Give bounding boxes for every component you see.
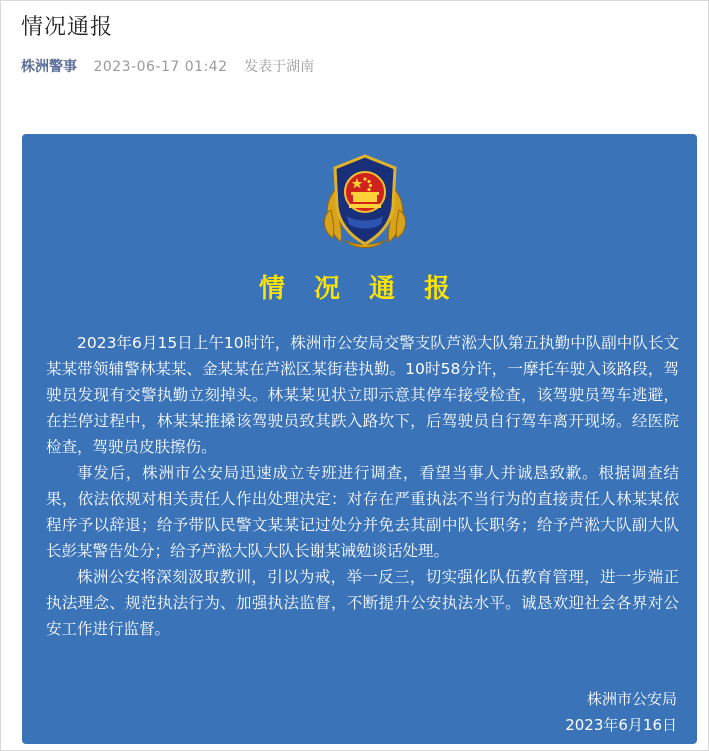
publish-datetime: 2023-06-17 01:42 [93,59,228,75]
article-title: 情况通报 [21,15,114,40]
police-badge-icon [317,152,413,254]
notice-heading: 情 况 通 报 [258,274,461,304]
notice-image [22,134,697,744]
notice-signature-block [565,686,677,738]
notice-sign-date: 2023年6月16日 [565,716,677,734]
account-name-link[interactable]: 株洲警事 [21,59,77,75]
publish-location: 发表于湖南 [244,59,315,75]
article-meta [21,56,314,76]
notice-paragraph: 2023年6月15日上午10时许，株洲市公安局交警支队芦淞大队第五执勤中队副中队长文某某带领辅警林某某、金某某在芦淞区某街巷执勤。10时58分许，一摩托车驶入该路段，驾驶员发现有交警执勤立刻掉头。林某某见状立即示意其停车接受检查，该驾驶员驾车逃避，在拦停过程中，林某某推搡该驾驶员致其跌入路坎下，后驾驶员自行驾车离开现场。经医院检查，驾驶员皮肤擦伤。 [46,334,679,456]
notice-paragraph: 株洲公安将深刻汲取教训，引以为戒，举一反三，切实强化队伍教育管理，进一步端正执法理念、规范执法行为、加强执法监督，不断提升公安执法水平。诚恳欢迎社会各界对公安工作进行监督。 [46,568,679,638]
notice-body [46,330,679,642]
notice-paragraph: 事发后，株洲市公安局迅速成立专班进行调查，看望当事人并诚恳致歉。根据调查结果，依法依规对相关责任人作出处理决定：对存在严重执法不当行为的直接责任人林某某依程序予以辞退；给予带队民警文某某记过处分并免去其副中队长职务；给予芦淞大队副大队长彭某警告处分；给予芦淞大队大队长谢某诫勉谈话处理。 [46,464,679,560]
notice-signature: 株洲市公安局 [586,690,677,708]
